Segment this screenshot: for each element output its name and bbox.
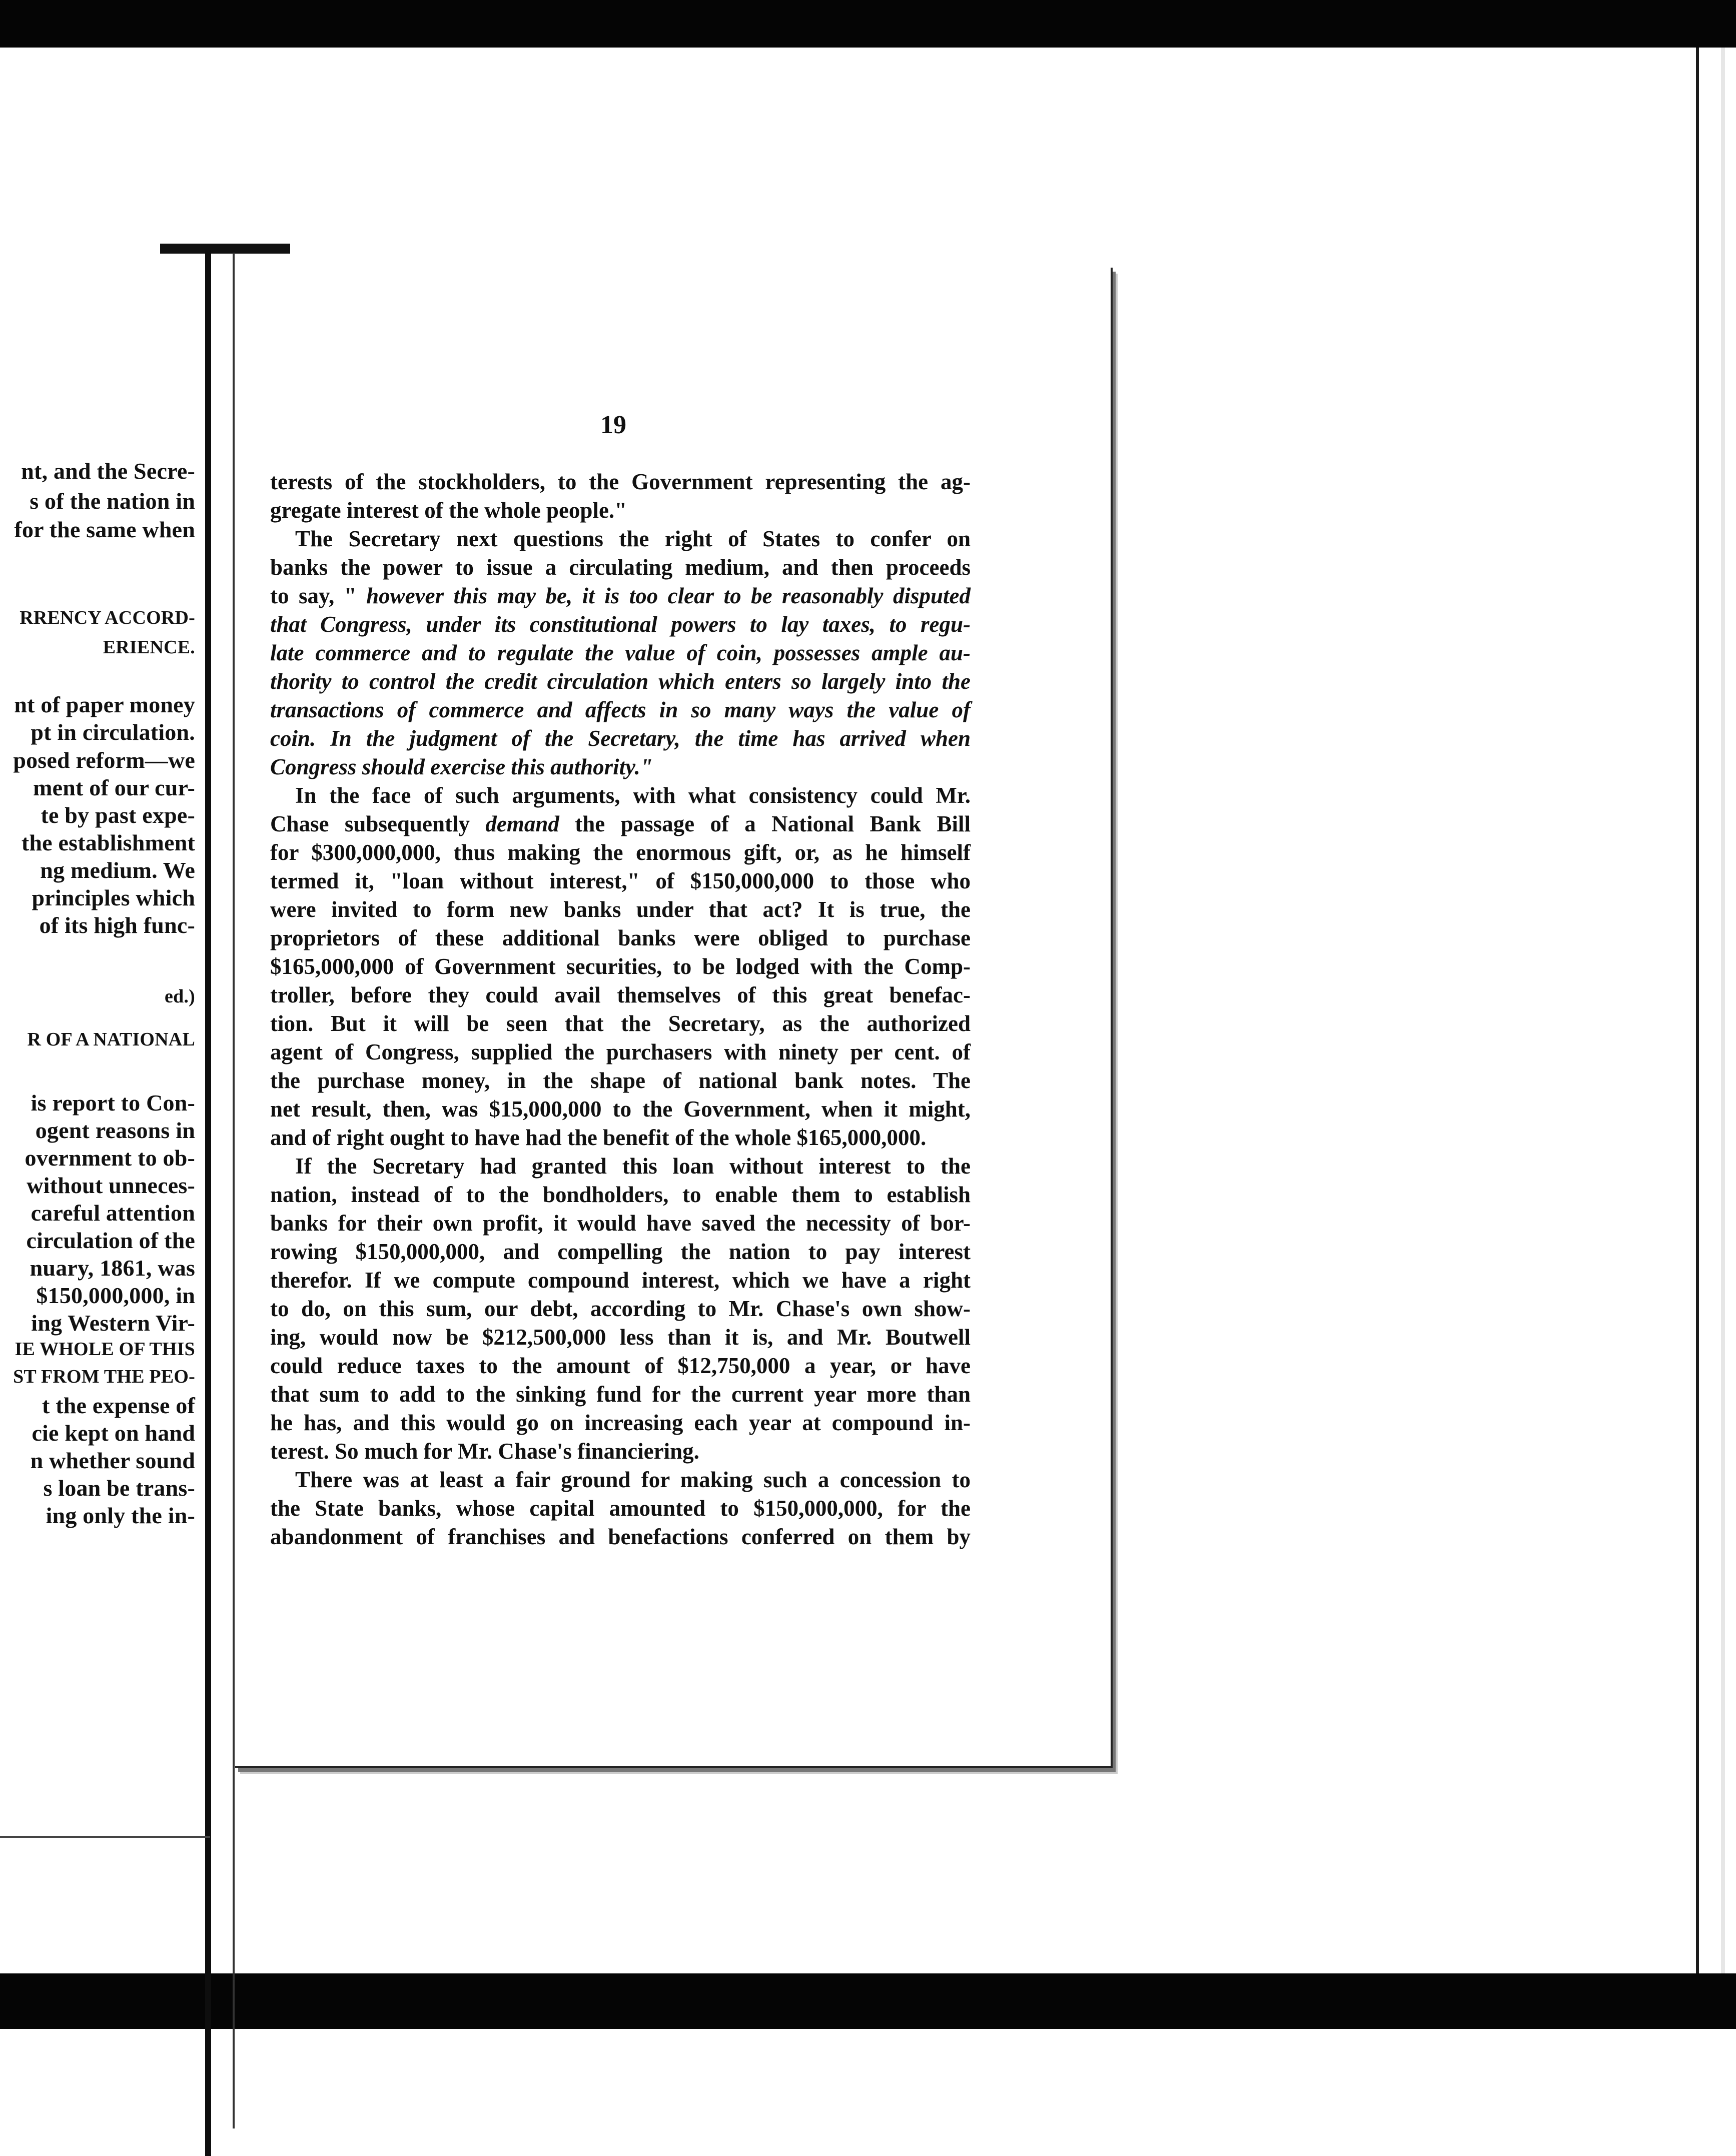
body-line: that Congress, under its constitutional powers to lay taxes, to regu-: [270, 612, 971, 637]
left-page-fragment: [0, 48, 213, 1973]
body-line: There was at least a fair ground for making such a concession to: [295, 1467, 971, 1492]
body-line: late commerce and to regulate the value of coin, possesses ample au-: [270, 640, 971, 665]
left-page-line: pt in circulation.: [31, 719, 195, 745]
left-page-line: s of the nation in: [30, 488, 195, 514]
page-number: 19: [600, 411, 626, 439]
body-line: net result, then, was $15,000,000 to the Government, when it might,: [270, 1097, 971, 1122]
left-page-line: without unneces-: [27, 1173, 195, 1198]
body-line: rowing $150,000,000, and compelling the nation to pay interest: [270, 1239, 971, 1264]
left-page-line: ed.): [165, 986, 195, 1007]
left-page-line: posed reform—we: [13, 747, 195, 773]
left-page-line: IE WHOLE OF THIS: [15, 1339, 195, 1360]
body-line: for $300,000,000, thus making the enormous gift, or, as he himself: [270, 840, 971, 865]
left-page-line: careful attention: [31, 1200, 195, 1226]
left-page-line: nt of paper money: [14, 692, 195, 717]
body-line: to say, " however this may be, it is too clear to be reasonably disputed: [270, 583, 971, 608]
left-page-line: t the expense of: [42, 1393, 195, 1418]
body-line: he has, and this would go on increasing each year at compound in-: [270, 1410, 971, 1435]
body-line: tion. But it will be seen that the Secretary, as the authorized: [270, 1011, 971, 1036]
body-text: [270, 468, 971, 1551]
film-border-bottom: [0, 1973, 1736, 2029]
body-line: therefor. If we compute compound interest, which we have a right: [270, 1268, 971, 1293]
left-page-line: te by past expe-: [41, 802, 195, 828]
body-line: If the Secretary had granted this loan without interest to the: [295, 1154, 971, 1179]
left-page-line: ogent reasons in: [35, 1118, 195, 1143]
body-line: the purchase money, in the shape of national bank notes. The: [270, 1068, 971, 1093]
body-line: troller, before they could avail themselves of this great benefac-: [270, 982, 971, 1007]
body-line: banks for their own profit, it would have saved the necessity of bor-: [270, 1211, 971, 1236]
left-page-line: ing only the in-: [46, 1503, 195, 1528]
body-line: proprietors of these additional banks were obliged to purchase: [270, 925, 971, 950]
body-line: to do, on this sum, our debt, according to Mr. Chase's own show-: [270, 1296, 971, 1321]
gutter-line-inner: [233, 253, 235, 2128]
body-line: and of right ought to have had the benefit of the whole $165,000,000.: [270, 1125, 927, 1150]
body-line: gregate interest of the whole people.": [270, 498, 627, 523]
body-line: Chase subsequently demand the passage of a National Bank Bill: [270, 811, 971, 836]
body-line: coin. In the judgment of the Secretary, the time has arrived when: [270, 726, 971, 751]
body-line: abandonment of franchises and benefactions conferred on them by: [270, 1524, 971, 1549]
body-line: In the face of such arguments, with what consistency could Mr.: [295, 783, 971, 808]
body-line: terests of the stockholders, to the Government representing the ag-: [270, 469, 971, 494]
left-page-line: R OF A NATIONAL: [27, 1029, 195, 1050]
body-line: that sum to add to the sinking fund for the current year more than: [270, 1382, 971, 1407]
body-line: nation, instead of to the bondholders, to enable them to establish: [270, 1182, 971, 1207]
body-line: thority to control the credit circulation which enters so largely into the: [270, 669, 971, 694]
left-page-line: principles which: [32, 885, 195, 910]
body-line: terest. So much for Mr. Chase's financiering.: [270, 1439, 699, 1464]
left-page-line: for the same when: [14, 517, 195, 542]
left-page-line: n whether sound: [30, 1448, 195, 1473]
body-line: the State banks, whose capital amounted to $150,000,000, for the: [270, 1496, 971, 1521]
left-page-line: circulation of the: [26, 1228, 195, 1253]
left-page-line: $150,000,000, in: [36, 1283, 195, 1308]
gutter-line: [205, 250, 211, 2156]
left-page-line: of its high func-: [39, 912, 195, 938]
left-page-bottom-edge: [0, 1836, 210, 1838]
body-line: banks the power to issue a circulating medium, and then proceeds: [270, 555, 971, 580]
body-line: termed it, "loan without interest," of $150,000,000 to those who: [270, 868, 971, 893]
body-line: ing, would now be $212,500,000 less than it is, and Mr. Boutwell: [270, 1325, 971, 1350]
left-page-line: cie kept on hand: [32, 1420, 195, 1446]
film-border-top: [0, 0, 1736, 48]
left-page-line: s loan be trans-: [43, 1475, 195, 1501]
body-line: were invited to form new banks under that act? It is true, the: [270, 897, 971, 922]
left-page-line: ing Western Vir-: [31, 1310, 195, 1336]
left-page-line: is report to Con-: [31, 1090, 195, 1116]
body-line: transactions of commerce and affects in so many ways the value of: [270, 697, 971, 722]
left-page-line: ng medium. We: [40, 857, 195, 883]
body-line: $165,000,000 of Government securities, to be lodged with the Comp-: [270, 954, 971, 979]
body-line: could reduce taxes to the amount of $12,750,000 a year, or have: [270, 1353, 971, 1378]
frame-edge-right: [1696, 48, 1699, 1973]
left-page-line: ERIENCE.: [103, 637, 195, 658]
body-line: The Secretary next questions the right of States to confer on: [295, 526, 971, 551]
gutter-top-bar: [160, 244, 290, 254]
body-line: agent of Congress, supplied the purchasers with ninety per cent. of: [270, 1039, 971, 1064]
left-page-line: nt, and the Secre-: [21, 458, 195, 484]
body-line: Congress should exercise this authority.": [270, 754, 653, 779]
left-page-line: overnment to ob-: [25, 1145, 195, 1171]
left-page-line: nuary, 1861, was: [30, 1255, 195, 1281]
left-page-line: ST FROM THE PEO-: [13, 1366, 195, 1387]
film-margin-right: [1721, 48, 1736, 1973]
left-page-line: ment of our cur-: [33, 775, 195, 800]
left-page-line: the establishment: [21, 830, 195, 855]
left-page-line: RRENCY ACCORD-: [20, 607, 195, 628]
